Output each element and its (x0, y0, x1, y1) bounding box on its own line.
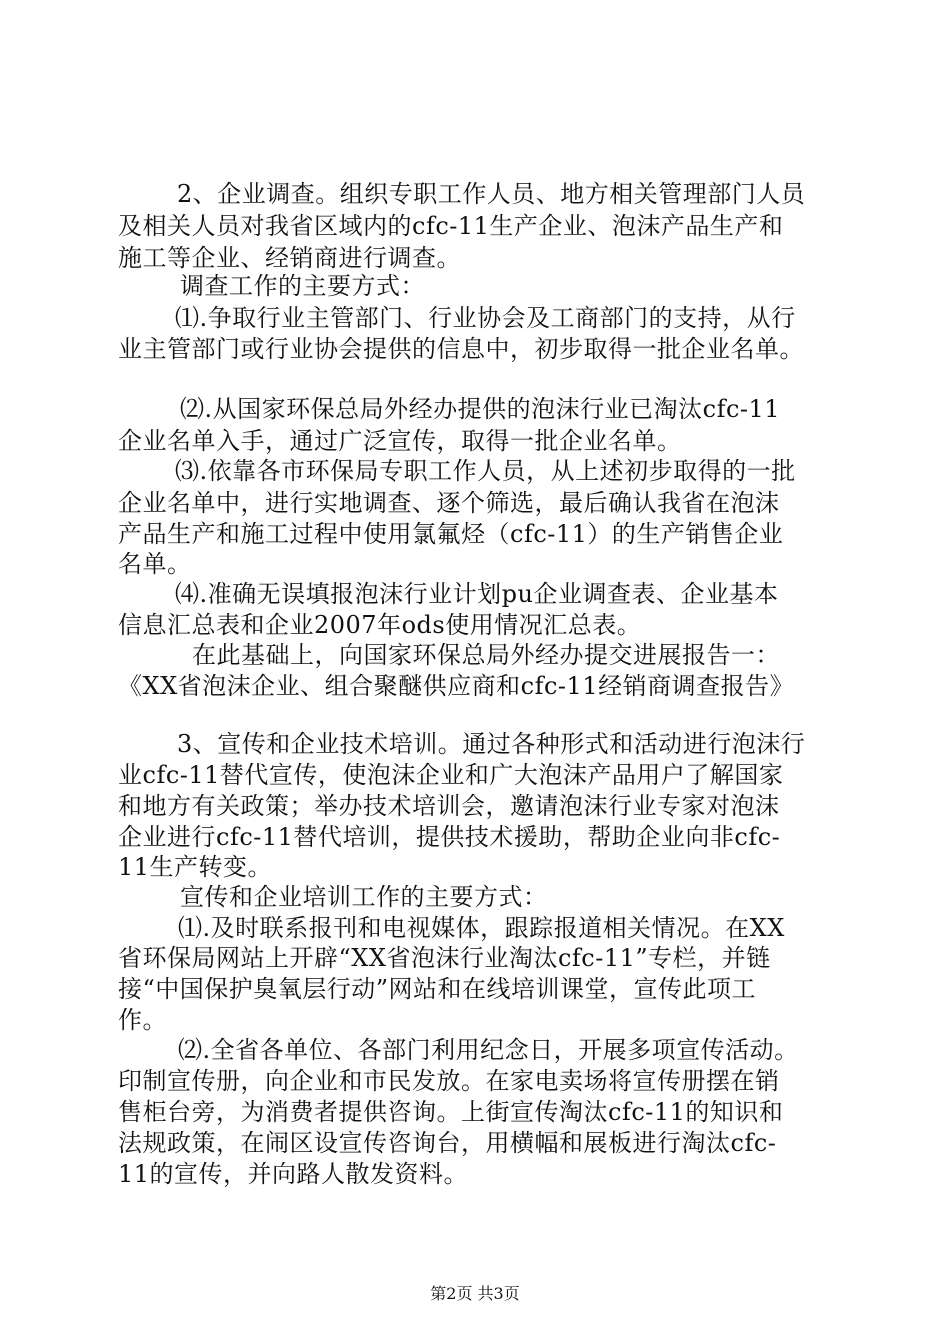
text-line: 接“中国保护臭氧层行动”网站和在线培训课堂，宣传此项工 (118, 975, 757, 1003)
text-line: 宣传和企业培训工作的主要方式： (180, 883, 548, 911)
text-line: 企业名单入手，通过广泛宣传，取得一批企业名单。 (118, 427, 682, 455)
text-line: 印制宣传册，向企业和市民发放。在家电卖场将宣传册摆在销 (118, 1067, 780, 1095)
text-line: 在此基础上，向国家环保总局外经办提交进展报告一： (192, 641, 780, 669)
text-line: ⑴.及时联系报刊和电视媒体，跟踪报道相关情况。在XX (178, 914, 785, 942)
text-line: 3、宣传和企业技术培训。通过各种形式和活动进行泡沫行 (177, 730, 806, 758)
text-line: 企业进行cfc-11替代培训，提供技术援助，帮助企业向非cfc- (118, 823, 781, 851)
text-line: 省环保局网站上开辟“XX省泡沫行业淘汰cfc-11”专栏，并链 (118, 944, 771, 972)
text-line: 及相关人员对我省区域内的cfc-11生产企业、泡沫产品生产和 (118, 212, 784, 240)
text-line: 作。 (118, 1006, 167, 1034)
text-line: 企业名单中，进行实地调查、逐个筛选，最后确认我省在泡沫 (118, 489, 780, 517)
text-line: ⑵.从国家环保总局外经办提供的泡沫行业已淘汰cfc-11 (180, 395, 781, 423)
text-line: 2、企业调查。组织专职工作人员、地方相关管理部门人员 (177, 180, 806, 208)
text-line: 调查工作的主要方式： (180, 272, 425, 300)
text-line: ⑶.依靠各市环保局专职工作人员，从上述初步取得的一批 (175, 457, 796, 485)
text-line: 产品生产和施工过程中使用氯氟烃（cfc-11）的生产销售企业 (118, 520, 784, 548)
text-line: 名单。 (118, 550, 192, 578)
text-line: 法规政策，在闹区设宣传咨询台，用横幅和展板进行淘汰cfc- (118, 1129, 777, 1157)
text-line: 《XX省泡沫企业、组合聚醚供应商和cfc-11经销商调查报告》 (118, 672, 795, 700)
text-line: 售柜台旁，为消费者提供咨询。上街宣传淘汰cfc-11的知识和 (118, 1098, 784, 1126)
text-line: 施工等企业、经销商进行调查。 (118, 244, 461, 272)
text-line: 业主管部门或行业协会提供的信息中，初步取得一批企业名单。 (118, 335, 804, 363)
text-line: 和地方有关政策；举办技术培训会，邀请泡沫行业专家对泡沫 (118, 792, 780, 820)
text-line: ⑴.争取行业主管部门、行业协会及工商部门的支持，从行 (175, 304, 796, 332)
text-line: ⑷.准确无误填报泡沫行业计划pu企业调查表、企业基本 (175, 580, 779, 608)
text-line: 信息汇总表和企业2007年ods使用情况汇总表。 (118, 611, 642, 639)
text-line: 业cfc-11替代宣传，使泡沫企业和广大泡沫产品用户了解国家 (118, 761, 784, 789)
text-line: 11生产转变。 (118, 853, 273, 881)
page-footer: 第2页 共3页 (430, 1284, 520, 1303)
text-line: 11的宣传，并向路人散发资料。 (118, 1160, 469, 1188)
text-line: ⑵.全省各单位、各部门利用纪念日，开展多项宣传活动。 (178, 1036, 799, 1064)
